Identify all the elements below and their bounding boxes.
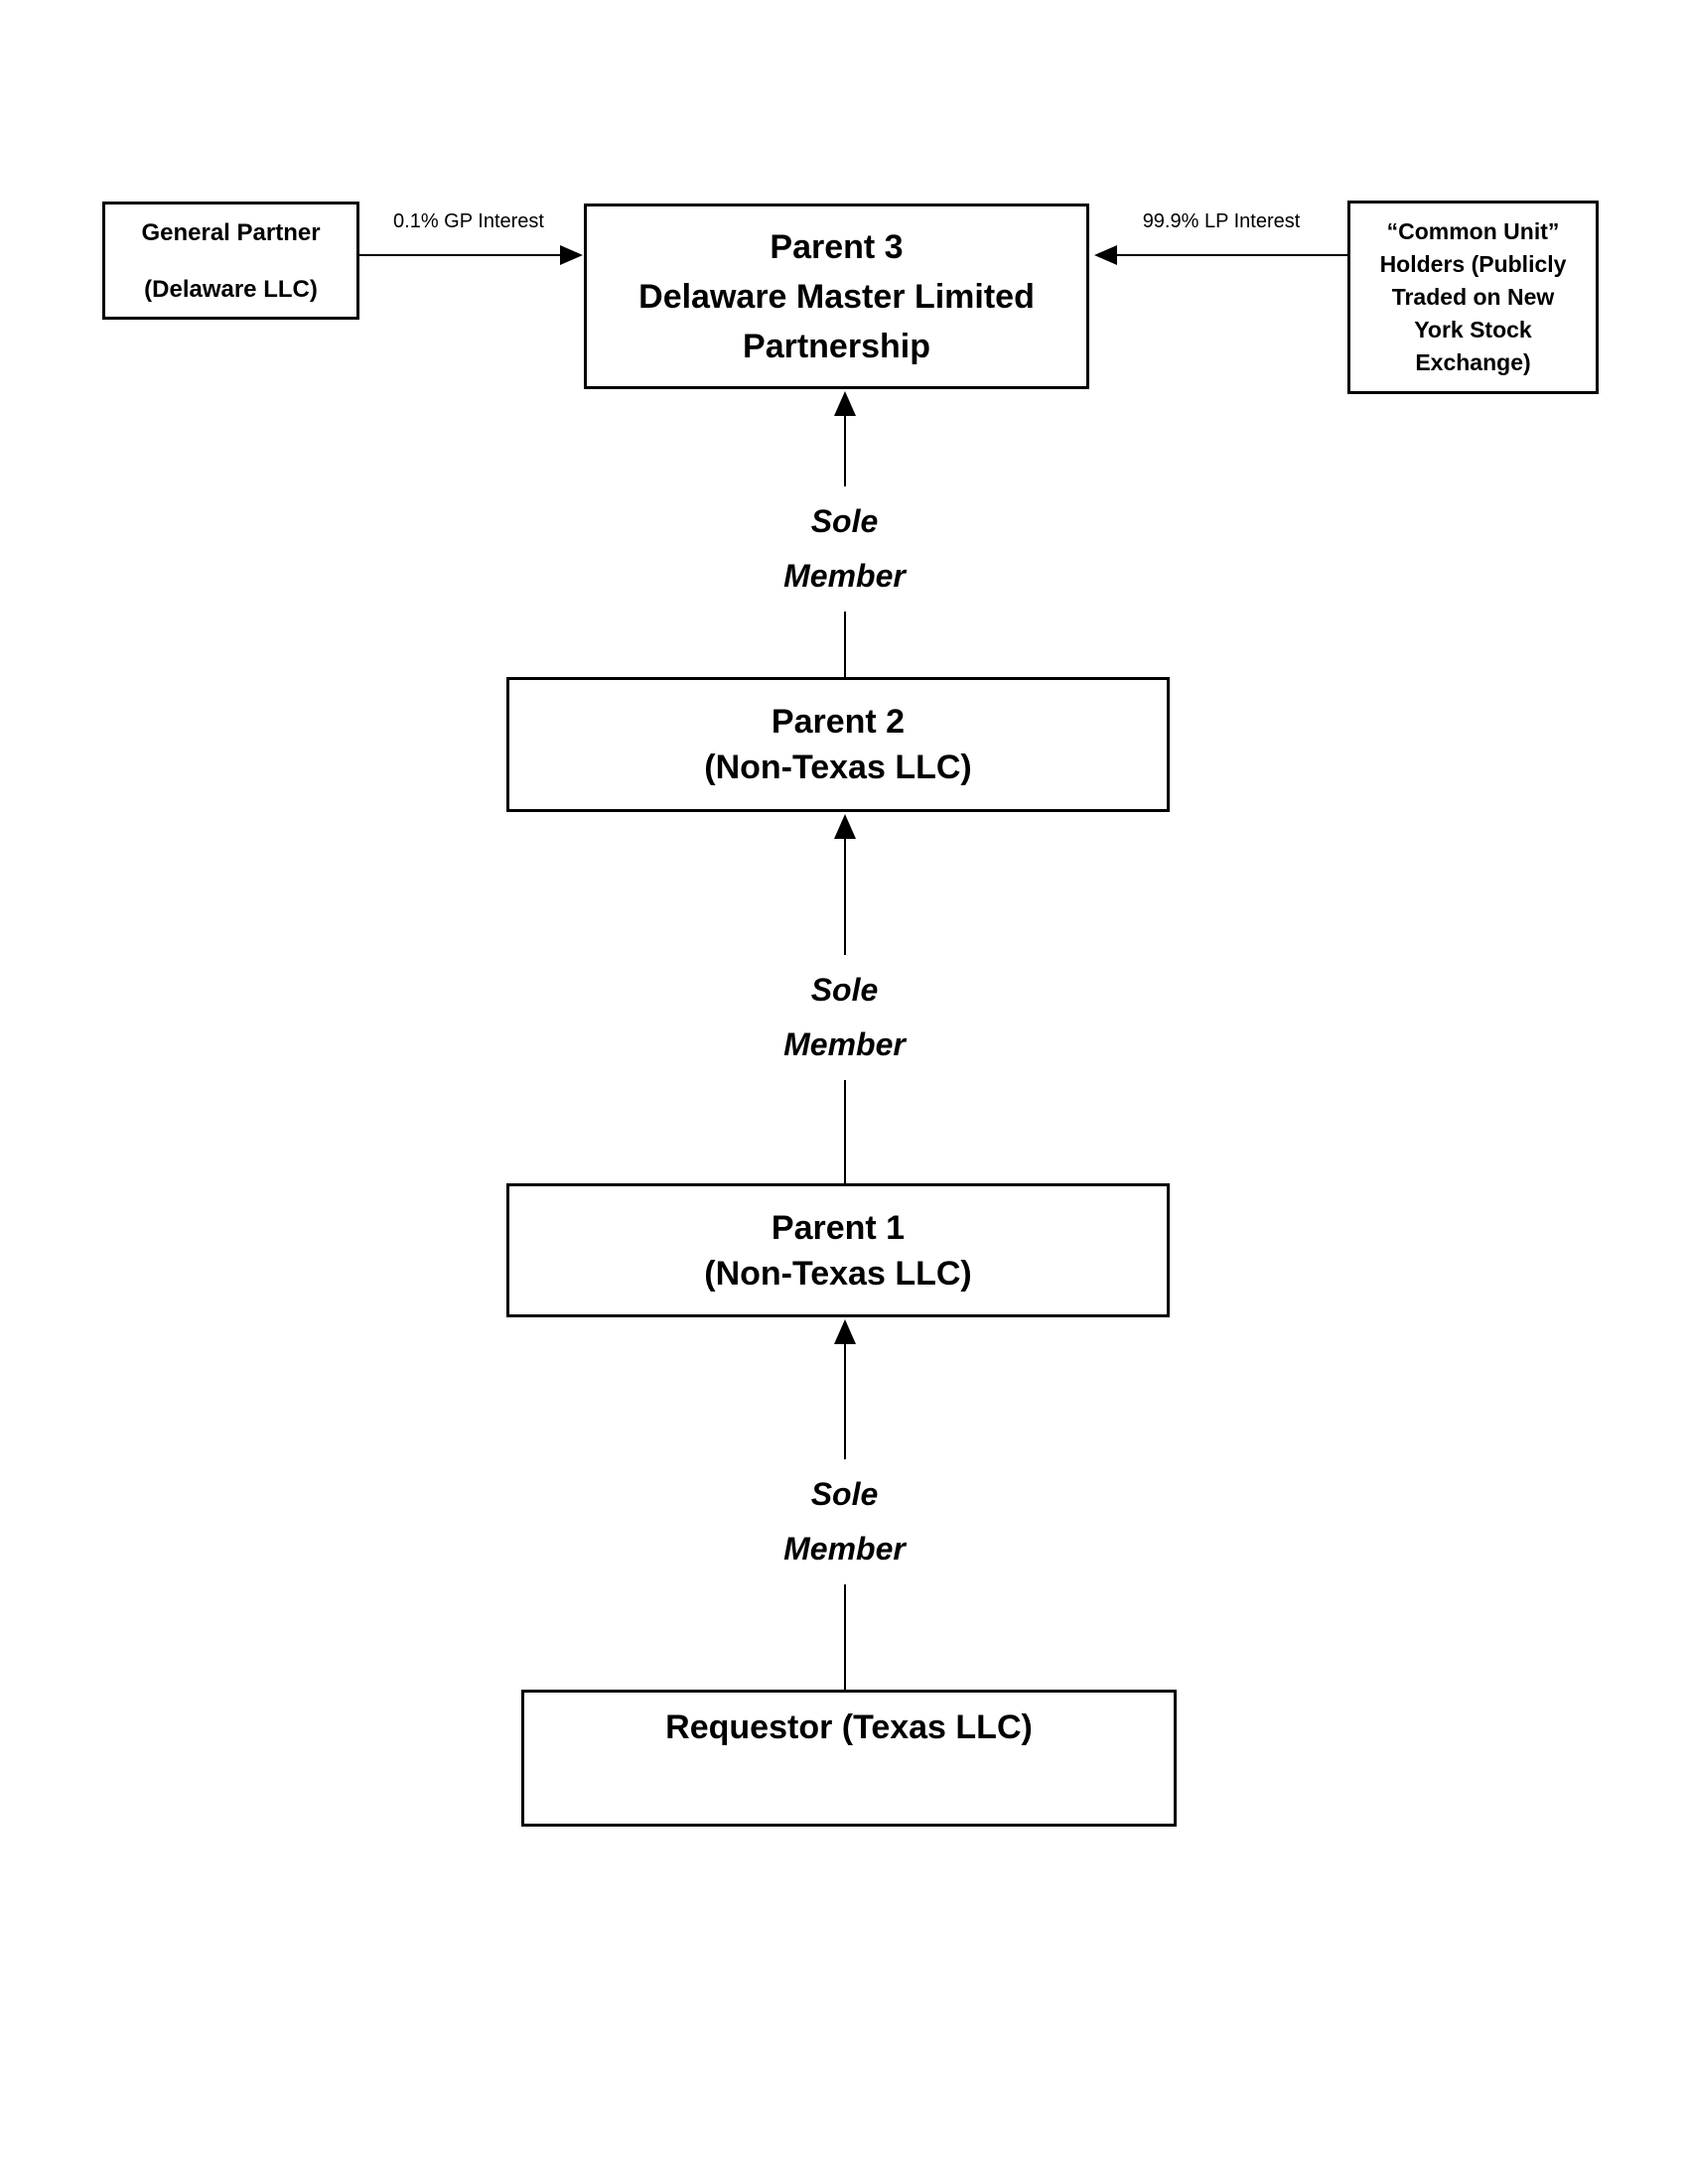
node-parent-1 xyxy=(506,1183,1170,1317)
node-general-partner-title: General Partner xyxy=(141,219,321,246)
node-parent-1-line: (Non-Texas LLC) xyxy=(704,1254,972,1293)
node-common-unit-holders-line: York Stock xyxy=(1414,317,1532,342)
node-general-partner-subtitle: (Delaware LLC) xyxy=(144,276,318,303)
sole-member-label-line: Member xyxy=(783,1026,906,1062)
node-requestor-label: Requestor (Texas LLC) xyxy=(665,1708,1033,1746)
arrow-up-icon xyxy=(834,391,856,416)
node-parent-2-line: (Non-Texas LLC) xyxy=(704,749,972,786)
node-parent-2 xyxy=(506,677,1170,812)
arrow-right-icon xyxy=(560,245,583,265)
node-common-unit-holders-line: Exchange) xyxy=(1415,349,1531,375)
edge-sole-member-label-2 xyxy=(743,955,946,1080)
node-general-partner xyxy=(102,202,359,320)
sole-member-label-line: Member xyxy=(783,1531,906,1567)
node-parent-3-line: Parent 3 xyxy=(770,227,904,266)
node-common-unit-holders-line: Traded on New xyxy=(1391,284,1555,310)
edge-gp-interest-line xyxy=(359,254,562,256)
sole-member-label-line: Member xyxy=(783,558,906,594)
node-parent-3 xyxy=(584,204,1089,389)
node-parent-1-line: Parent 1 xyxy=(771,1208,906,1247)
node-requestor xyxy=(521,1690,1177,1827)
sole-member-label-line: Sole xyxy=(810,1476,879,1512)
edge-sole-member-label-1 xyxy=(743,486,946,612)
arrow-up-icon xyxy=(834,1319,856,1344)
node-common-unit-holders-line: Holders (Publicly xyxy=(1379,251,1567,277)
node-parent-3-line: Delaware Master Limited xyxy=(638,277,1035,316)
edge-sole-member-label-3 xyxy=(743,1459,946,1584)
edge-gp-interest-label: 0.1% GP Interest xyxy=(393,210,544,232)
edge-lp-interest-label: 99.9% LP Interest xyxy=(1142,210,1301,232)
arrow-up-icon xyxy=(834,814,856,839)
node-parent-2-line: Parent 2 xyxy=(771,703,906,741)
node-common-unit-holders xyxy=(1347,201,1599,394)
sole-member-label-line: Sole xyxy=(810,972,879,1008)
edge-lp-interest-line xyxy=(1115,254,1347,256)
sole-member-label-line: Sole xyxy=(810,503,879,539)
node-common-unit-holders-line: “Common Unit” xyxy=(1386,218,1560,244)
node-parent-3-line: Partnership xyxy=(743,327,930,365)
arrow-left-icon xyxy=(1094,245,1117,265)
